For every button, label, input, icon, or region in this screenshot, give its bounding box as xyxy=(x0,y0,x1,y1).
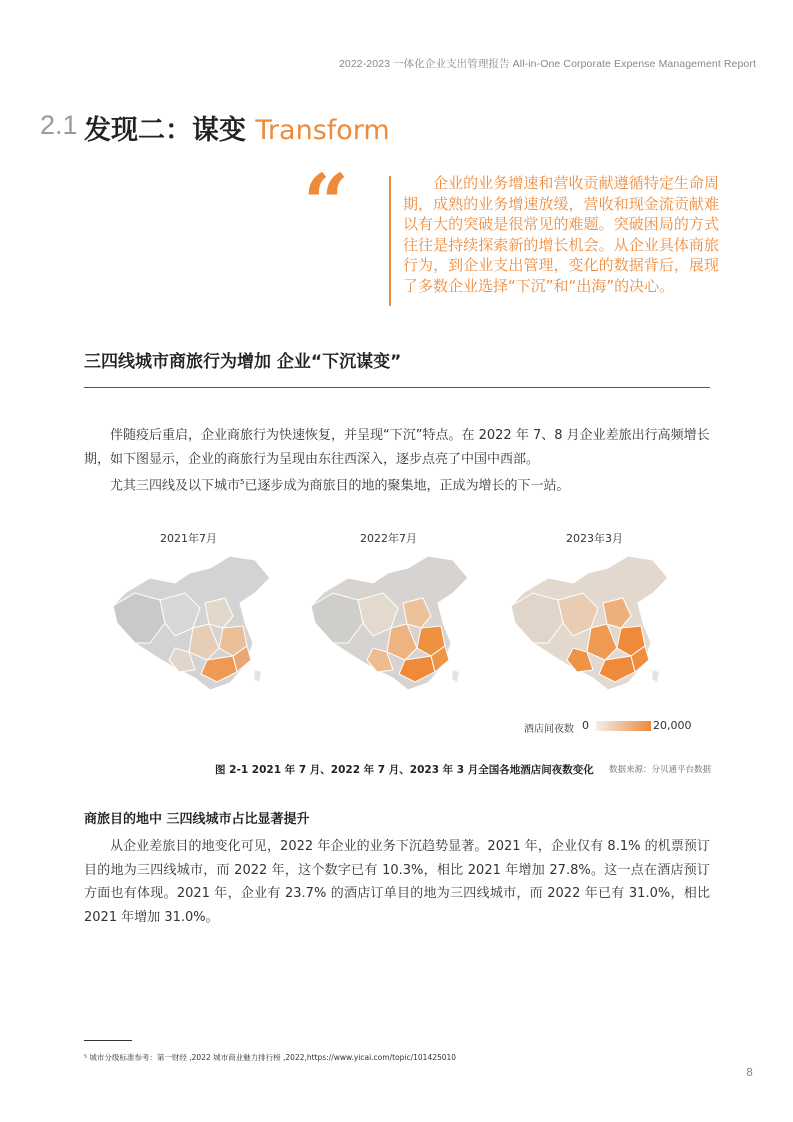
china-map-2023 xyxy=(503,548,673,698)
intro-paragraph-line1: 伴随疫后重启，企业商旅行为快速恢复，并呈现“下沉”特点。在 2022 年 7、8 月企业差旅出行高频增长期，如下图显示，企业的商旅行为呈现由东往西深入，逐步点亮了中国中西部。 xyxy=(84,428,710,467)
footnote: ⁵ 城市分级标准参考：第一财经 ,2022 城市商业魅力排行榜 ,2022,https://www.yicai.com/topic/101425010 xyxy=(84,1053,457,1062)
subsection-title: 三四线城市商旅行为增加 企业“下沉谋变” xyxy=(84,352,402,372)
legend-gradient-bar xyxy=(596,721,651,731)
report-header-title: 2022-2023 一体化企业支出管理报告 All-in-One Corporate Expense Management Report xyxy=(338,58,756,70)
section-title-en: Transform xyxy=(255,115,390,146)
intro-paragraph xyxy=(84,424,710,498)
legend-min-value: 0 xyxy=(582,719,589,732)
china-map-2021 xyxy=(105,548,275,698)
section-number: 2.1 xyxy=(40,110,78,140)
figure-caption: 图 2-1 2021 年 7 月、2022 年 7 月、2023 年 3 月全国各地酒店间夜数变化 xyxy=(215,764,594,776)
pull-quote: 企业的业务增速和营收贡献遵循特定生命周期，成熟的业务增速放缓，营收和现金流贡献难以有大的突破是很常见的难题。突破困局的方式往往是持续探索新的增长机会。从企业具体商旅行为，到企业支出管理，变化的数据背后，展现了多数企业选择“下沉”和“出海”的决心。 xyxy=(403,174,719,295)
section-title xyxy=(84,108,390,147)
map-label-2023: 2023年3月 xyxy=(566,532,623,545)
map-label-2021: 2021年7月 xyxy=(160,532,217,545)
figure-source: 数据来源：分贝通平台数据 xyxy=(609,765,712,775)
footnote-ref: 5 xyxy=(240,478,245,486)
quote-mark-icon: “ xyxy=(303,156,350,250)
subsection-divider xyxy=(84,387,710,388)
legend-label: 酒店间夜数 xyxy=(524,724,574,735)
destination-paragraph: 从企业差旅目的地变化可见，2022 年企业的业务下沉趋势显著。2021 年，企业仅有 8.1% 的机票预订目的地为三四线城市，而 2022 年，这个数字已有 10.3%，相比 2021 年增加 27.8%。这一点在酒店预订方面也有体现。2021 年，企业有 23.7% 的酒店订单目的地为三四线城市，而 2022 年已有 31.0%，相比 2021 年增加 31.0%。 xyxy=(84,839,710,925)
intro-paragraph-line2: 尤其三四线及以下城市$^5$已逐步成为商旅目的地的聚集地，正成为增长的下一站。 xyxy=(110,478,570,494)
china-map-2022 xyxy=(303,548,473,698)
footnote-divider xyxy=(84,1040,132,1041)
quote-divider xyxy=(389,176,391,306)
section-title-cn: 发现二：谋变 xyxy=(84,115,256,146)
subsection-title-2: 商旅目的地中 三四线城市占比显著提升 xyxy=(84,812,310,827)
page-number: 8 xyxy=(746,1066,753,1079)
map-label-2022: 2022年7月 xyxy=(360,532,417,545)
legend-max-value: 20,000 xyxy=(653,719,692,732)
